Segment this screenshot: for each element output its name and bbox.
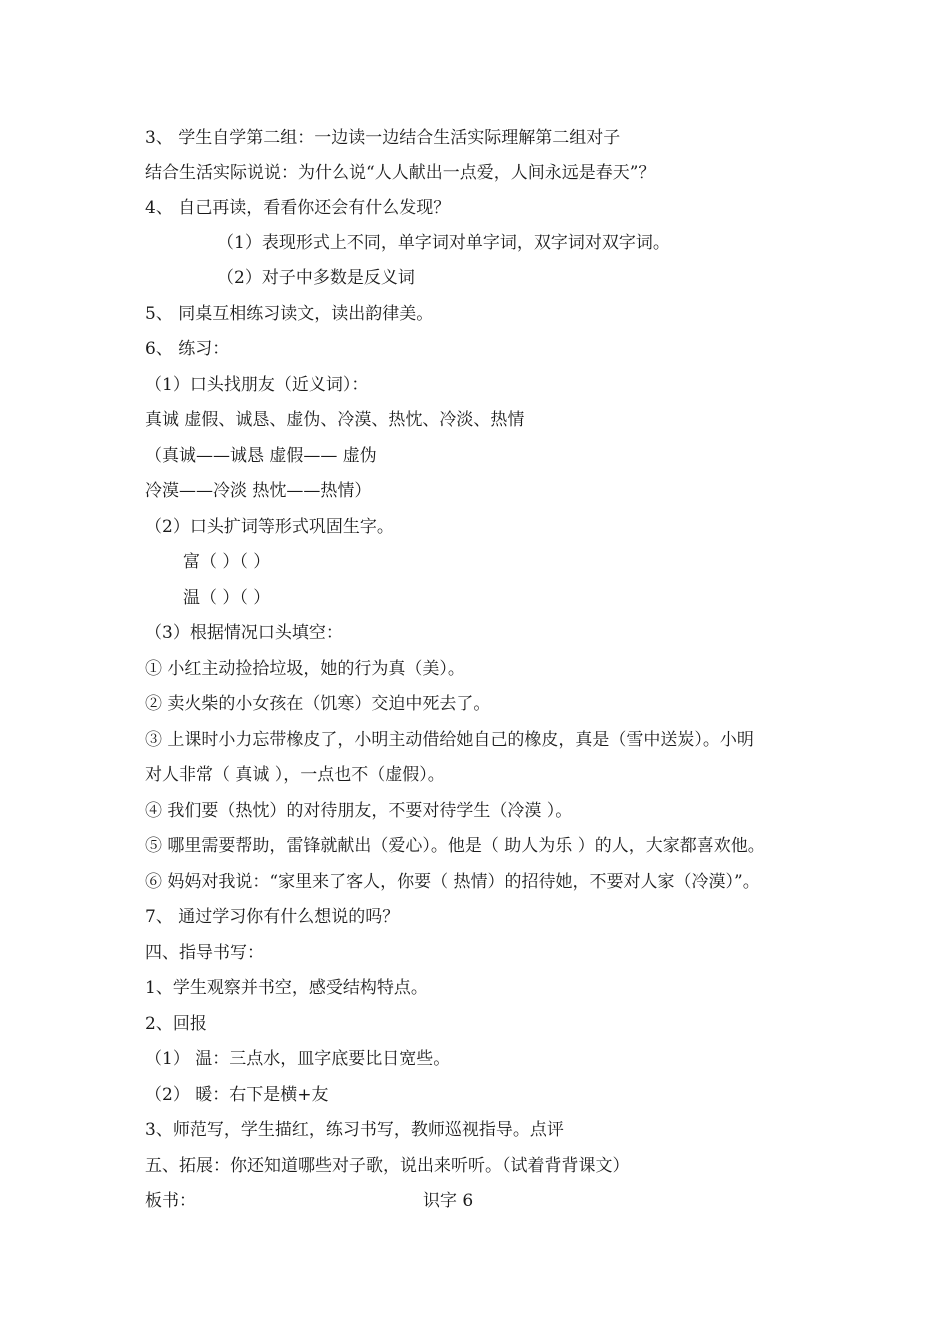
finding-2: （2）对子中多数是反义词 — [217, 268, 415, 288]
board-title: 识字 6 — [423, 1191, 474, 1211]
fill-blank-6: ⑥ 妈妈对我说：“家里来了客人，你要（ 热情）的招待她，不要对人家（冷漠）”。 — [145, 872, 760, 892]
exercise-2-heading: （2）口头扩词等形式巩固生字。 — [145, 517, 394, 537]
step-4-line: 4、 自己再读，看看你还会有什么发现？ — [145, 198, 451, 218]
writing-note-1: （1） 温：三点水，皿字底要比日宽些。 — [145, 1049, 451, 1069]
writing-step-3: 3、师范写，学生描红，练习书写，教师巡视指导。点评 — [145, 1120, 564, 1140]
board-label: 板书： — [145, 1191, 196, 1211]
fill-blank-1: ① 小红主动捡拾垃圾，她的行为真（美）。 — [145, 659, 465, 679]
fill-blank-3: ③ 上课时小力忘带橡皮了，小明主动借给她自己的橡皮，真是（雪中送炭）。小明 — [145, 730, 754, 750]
word-expansion-wen: 温（ ）（ ） — [183, 588, 271, 608]
step-3-line: 3、 学生自学第二组：一边读一边结合生活实际理解第二组对子 — [145, 128, 621, 148]
writing-note-2: （2） 暖：右下是横+友 — [145, 1085, 329, 1105]
discussion-question: 结合生活实际说说：为什么说“人人献出一点爱，人间永远是春天”？ — [145, 163, 656, 183]
synonym-pairs-1: （真诚——诚恳 虚假—— 虚伪 — [145, 446, 377, 466]
fill-blank-4: ④ 我们要（热忱）的对待朋友，不要对待学生（冷漠 ）。 — [145, 801, 573, 821]
finding-1: （1）表现形式上不同，单字词对单字词，双字词对双字词。 — [217, 233, 670, 253]
section-5-heading: 五、拓展：你还知道哪些对子歌，说出来听听。（试着背背课文） — [145, 1156, 630, 1176]
writing-step-2: 2、回报 — [145, 1014, 207, 1034]
word-expansion-fu: 富（ ）（ ） — [183, 552, 271, 572]
step-6-heading: 6、 练习： — [145, 339, 230, 359]
writing-step-1: 1、学生观察并书空，感受结构特点。 — [145, 978, 428, 998]
exercise-1-heading: （1）口头找朋友（近义词）： — [145, 375, 369, 395]
fill-blank-2: ② 卖火柴的小女孩在（饥寒）交迫中死去了。 — [145, 694, 491, 714]
step-7-line: 7、 通过学习你有什么想说的吗？ — [145, 907, 400, 927]
exercise-3-heading: （3）根据情况口头填空： — [145, 623, 343, 643]
word-list: 真诚 虚假、诚恳、虚伪、冷漠、热忱、冷淡、热情 — [145, 410, 525, 430]
fill-blank-5: ⑤ 哪里需要帮助，雷锋就献出（爱心）。他是（ 助人为乐 ）的人，大家都喜欢他。 — [145, 836, 765, 856]
step-5-line: 5、 同桌互相练习读文，读出韵律美。 — [145, 304, 434, 324]
fill-blank-3-cont: 对人非常（ 真诚 ），一点也不（虚假）。 — [145, 765, 445, 785]
section-4-heading: 四、指导书写： — [145, 943, 264, 963]
synonym-pairs-2: 冷漠——冷淡 热忱——热情） — [145, 481, 372, 501]
